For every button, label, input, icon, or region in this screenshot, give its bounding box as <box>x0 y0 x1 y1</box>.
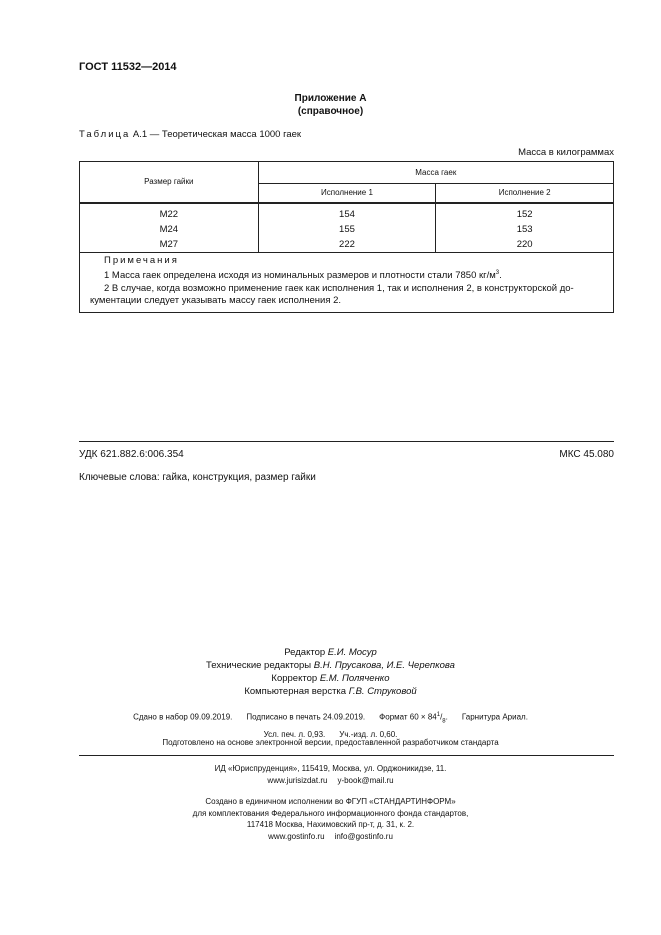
print-format-sub: 8 <box>442 718 446 725</box>
publisher-address: ИД «Юриспруденция», 115419, Москва, ул. Орджоникидзе, 11. <box>214 764 447 773</box>
footer-divider-top <box>79 441 614 442</box>
gostinfo-contacts <box>0 831 661 843</box>
print-format: Формат 60 × 84 <box>379 712 437 722</box>
credit-tech-label: Технические редакторы <box>206 660 314 671</box>
credits-block <box>0 646 661 698</box>
header-size: Размер гайки <box>80 162 259 203</box>
credit-editor <box>0 646 661 659</box>
credit-corrector-label: Корректор <box>271 673 320 684</box>
gostinfo-site-link[interactable]: www.gostinfo.ru <box>268 831 325 841</box>
credit-layout <box>0 685 661 698</box>
publisher-site-link[interactable]: www.jurisizdat.ru <box>267 776 328 785</box>
print-signed: Подписано в печать 24.09.2019. <box>246 712 366 722</box>
udk-code: УДК 621.882.6:006.354 <box>79 449 184 460</box>
cell-size: М27 <box>80 237 259 253</box>
appendix-title: Приложение А <box>294 93 367 104</box>
credit-tech-names: В.Н. Прусакова, И.Е. Черепкова <box>313 660 455 671</box>
print-submitted: Сдано в набор 09.09.2019. <box>133 712 233 722</box>
footer-divider-bottom <box>79 755 614 756</box>
gostinfo-email-link[interactable]: info@gostinfo.ru <box>334 831 393 841</box>
header-version-1: Исполнение 1 <box>258 184 436 203</box>
appendix-subtitle: (справочное) <box>297 106 364 117</box>
table-row <box>80 222 614 237</box>
table-units: Масса в килограммах <box>518 147 614 158</box>
credit-corrector <box>0 672 661 685</box>
appendix-heading <box>0 92 661 118</box>
gostinfo-line-3: 117418 Москва, Нахимовский пр-т, д. 31, к. 2. <box>246 820 415 829</box>
gostinfo-line-1: Создано в единичном исполнении во ФГУП «СТАНДАРТИНФОРМ» <box>205 797 456 806</box>
table-notes <box>80 252 614 312</box>
credit-corrector-name: Е.М. Поляченко <box>319 673 390 684</box>
cell-version-1: 155 <box>258 222 436 237</box>
keywords: Ключевые слова: гайка, конструкция, размер гайки <box>79 472 316 483</box>
table-caption <box>79 129 301 140</box>
credit-tech-editors <box>0 659 661 672</box>
document-code: ГОСТ 11532—2014 <box>79 61 177 73</box>
note-1-text: 1 Масса гаек определена исходя из номинальных размеров и плотности стали 7850 кг/м <box>104 270 496 282</box>
credit-editor-name: Е.И. Мосур <box>327 647 377 658</box>
header-mass: Масса гаек <box>258 162 613 184</box>
publisher-contacts <box>0 775 661 787</box>
cell-version-2: 153 <box>436 222 614 237</box>
credit-editor-label: Редактор <box>284 647 328 658</box>
notes-title: Примечания <box>104 254 179 266</box>
prepared-note: Подготовлено на основе электронной версии, предоставленной разработчиком стандарта <box>162 738 499 747</box>
publisher-email-link[interactable]: y-book@mail.ru <box>337 776 394 785</box>
cell-size: М22 <box>80 203 259 222</box>
note-1 <box>90 267 607 283</box>
cell-size: М24 <box>80 222 259 237</box>
print-format-sup: 1 <box>436 712 441 718</box>
cell-version-2: 220 <box>436 237 614 253</box>
table-row <box>80 237 614 253</box>
credit-layout-name: Г.В. Струковой <box>348 686 417 697</box>
table-caption-text: А.1 — Теоретическая масса 1000 гаек <box>130 129 302 140</box>
mks-code: МКС 45.080 <box>559 449 614 460</box>
print-info-line-1: Сдано в набор 09.09.2019. Подписано в печать 24.09.2019. Формат $60 \times 84^1/_8$. Гарнитура Ариал. <box>133 712 528 725</box>
note-1-superscript: 3 <box>495 270 500 276</box>
mass-table <box>79 161 614 313</box>
gostinfo-block <box>0 796 661 842</box>
cell-version-1: 154 <box>258 203 436 222</box>
note-2-second-line: кументации следует указывать массу гаек исполнения 2. <box>90 295 342 307</box>
table-caption-prefix: Таблица <box>79 129 131 140</box>
cell-version-1: 222 <box>258 237 436 253</box>
print-format-end: . <box>445 712 448 722</box>
header-version-2: Исполнение 2 <box>436 184 614 203</box>
note-2-first-line: 2 В случае, когда возможно применение гаек как исполнения 1, так и исполнения 2, в конструкторской до- <box>104 282 574 294</box>
note-1-end: . <box>499 270 502 282</box>
publisher-block <box>0 763 661 787</box>
credit-layout-label: Компьютерная верстка <box>244 686 349 697</box>
print-info <box>0 709 661 741</box>
cell-version-2: 152 <box>436 203 614 222</box>
table-row <box>80 203 614 222</box>
print-sheets: Усл. печ. л. 0,93. <box>263 730 326 740</box>
print-typeface: Гарнитура Ариал. <box>461 712 528 722</box>
gostinfo-line-2: для комплектования Федерального информационного фонда стандартов, <box>192 808 469 818</box>
print-pub-sheets: Уч.-изд. л. 0,60. <box>339 730 398 740</box>
